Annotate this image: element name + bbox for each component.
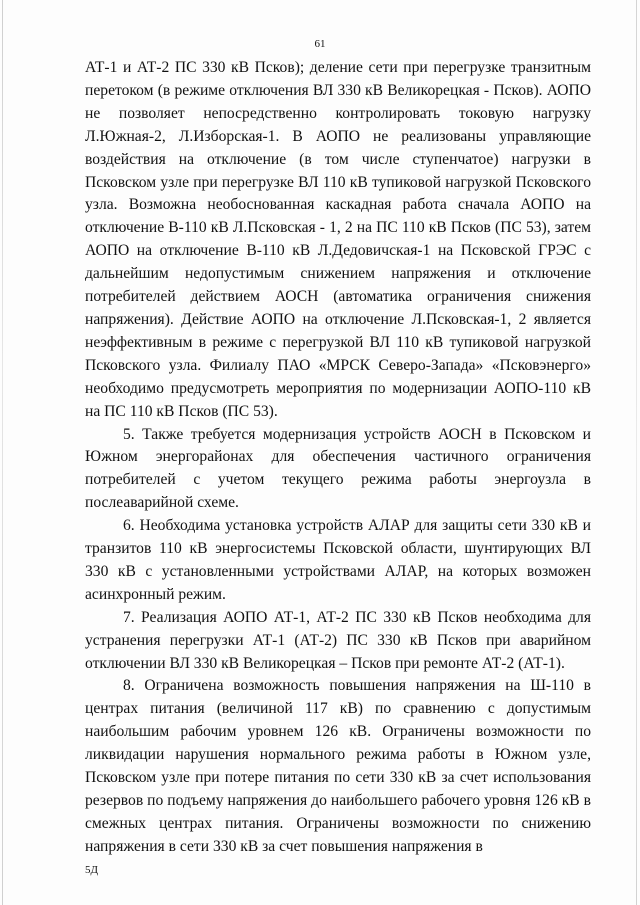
paragraph-continued: АТ-1 и АТ-2 ПС 330 кВ Псков); деление сети при перегрузке транзитным перетоком (в режиме отключения ВЛ 330 кВ Великорецкая - Псков). АОПО не позволяет непосредственно контролировать токовую нагрузку Л.Южная-2, Л.Изборская-1. В АОПО не реализованы управляющие воздействия на отключение (в том числе ступенчатое) нагрузки в Псковском узле при перегрузке ВЛ 110 кВ тупиковой нагрузкой Псковского узла. Возможна необоснованная каскадная работа сначала АОПО на отключение В-110 кВ Л.Псковская - 1, 2 на ПС 110 кВ Псков (ПС 53), затем АОПО на отключение В-110 кВ Л.Дедовичская-1 на Псковской ГРЭС с дальнейшим недопустимым снижением напряжения и отключение потребителей действием АОСН (автоматика ограничения снижения напряжения). Действие АОПО на отключение Л.Псковская-1, 2 является неэффективным в режиме с перегрузкой ВЛ 110 кВ тупиковой нагрузкой Псковского узла. Филиалу ПАО «МРСК Северо-Запада» «Псковэнерго» необходимо предусмотреть мероприятия по модернизации АОПО-110 кВ на ПС 110 кВ Псков (ПС 53). [85, 59, 591, 420]
page-number: 61 [314, 38, 326, 50]
paragraph-item-6: 6. Необходима установка устройств АЛАР для защиты сети 330 кВ и транзитов 110 кВ энергосистемы Псковской области, шунтирующих ВЛ 330 кВ с установленными устройствами АЛАР, на которых возможен асинхронный режим. [85, 517, 591, 603]
footer-mark: 5Д [85, 864, 99, 876]
paragraph-item-8: 8. Ограничена возможность повышения напряжения на Ш-110 в центрах питания (величиной 117 кВ) по сравнению с допустимым наибольшим рабочим уровнем 126 кВ. Ограничены возможности по ликвидации нарушения нормального режима работы в Южном узле, Псковском узле при потере питания по сети 330 кВ за счет использования резервов по подъему напряжения до наибольшего рабочего уровня 126 кВ в смежных центрах питания. Ограничены возможности по снижению напряжения в сети 330 кВ за счет повышения напряжения в [85, 677, 591, 855]
scan-edge-left [2, 0, 3, 905]
paragraph-item-5: 5. Также требуется модернизация устройств АОСН в Псковском и Южном энергорайонах для обеспечения частичного ограничения потребителей с учетом текущего режима работы энергоузла в послеаварийной схеме. [85, 425, 591, 512]
scan-edge-right [636, 0, 637, 905]
paragraph-item-7: 7. Реализация АОПО АТ-1, АТ-2 ПС 330 кВ Псков необходима для устранения перегрузки АТ-1 (АТ-2) ПС 330 кВ Псков при аварийном отключении ВЛ 330 кВ Великорецкая – Псков при ремонте АТ-2 (АТ-1). [85, 608, 591, 672]
document-body [85, 57, 591, 859]
